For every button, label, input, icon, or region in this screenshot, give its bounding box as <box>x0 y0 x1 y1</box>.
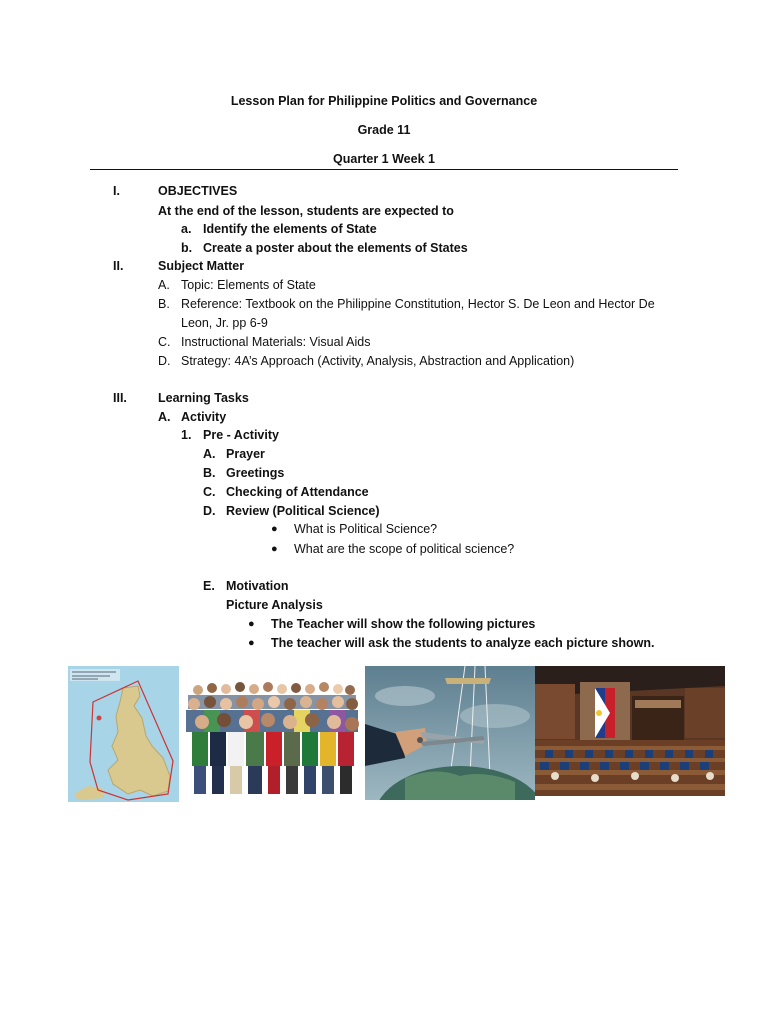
pre-activity-item: Greetings <box>226 466 285 480</box>
list-marker: A. <box>158 410 171 424</box>
section-number: III. <box>113 391 127 405</box>
list-marker: D. <box>203 504 216 518</box>
list-marker: C. <box>158 335 171 349</box>
quarter-label: Quarter 1 Week 1 <box>333 152 435 166</box>
crowd-of-people-image <box>184 680 360 798</box>
objective-item: Identify the elements of State <box>203 222 377 236</box>
scissors-cutting-puppet-strings-image <box>365 666 535 800</box>
philippine-flag-icon <box>595 688 615 738</box>
list-marker: B. <box>203 466 216 480</box>
bullet-icon: ● <box>248 637 255 649</box>
philippine-map-image <box>68 666 179 802</box>
objectives-intro: At the end of the lesson, students are expected to <box>158 204 454 218</box>
subject-item: Reference: Textbook on the Philippine Constitution, Hector S. De Leon and Hector De <box>181 297 655 311</box>
bullet-icon: ● <box>248 618 255 630</box>
list-marker: A. <box>203 447 216 461</box>
section-heading-learning-tasks: Learning Tasks <box>158 391 249 405</box>
pre-activity-item: Checking of Attendance <box>226 485 369 499</box>
objective-item: Create a poster about the elements of States <box>203 241 468 255</box>
document-title: Lesson Plan for Philippine Politics and Governance <box>230 94 538 108</box>
list-marker: C. <box>203 485 216 499</box>
motivation-item: The Teacher will show the following pictures <box>271 617 536 631</box>
motivation-label: Motivation <box>226 579 289 593</box>
legislative-session-hall-image <box>535 666 725 796</box>
activity-label: Activity <box>181 410 227 424</box>
header-divider <box>90 169 678 170</box>
picture-analysis-label: Picture Analysis <box>226 598 323 612</box>
review-question: What are the scope of political science? <box>294 542 515 556</box>
subject-item: Topic: Elements of State <box>181 278 316 292</box>
subject-item: Strategy: 4A’s Approach (Activity, Analysis, Abstraction and Application) <box>181 354 575 368</box>
pre-activity-item: Prayer <box>226 447 265 461</box>
list-marker: b. <box>181 241 193 255</box>
list-marker: D. <box>158 354 171 368</box>
bullet-icon: ● <box>271 523 278 535</box>
pre-activity-label: Pre - Activity <box>203 428 279 442</box>
list-marker: B. <box>158 297 170 311</box>
motivation-item: The teacher will ask the students to analyze each picture shown. <box>271 636 655 650</box>
subject-item: Instructional Materials: Visual Aids <box>181 335 371 349</box>
section-heading-objectives: OBJECTIVES <box>158 184 238 198</box>
list-marker: E. <box>203 579 215 593</box>
pre-activity-item: Review (Political Science) <box>226 504 380 518</box>
bullet-icon: ● <box>271 543 278 555</box>
section-number: II. <box>113 259 124 273</box>
section-heading-subject-matter: Subject Matter <box>158 259 245 273</box>
subject-item-continued: Leon, Jr. pp 6-9 <box>181 316 268 330</box>
list-marker: A. <box>158 278 170 292</box>
list-marker: a. <box>181 222 192 236</box>
section-number: I. <box>113 184 120 198</box>
review-question: What is Political Science? <box>294 522 438 536</box>
list-marker: 1. <box>181 428 192 442</box>
grade-label: Grade 11 <box>357 123 411 137</box>
